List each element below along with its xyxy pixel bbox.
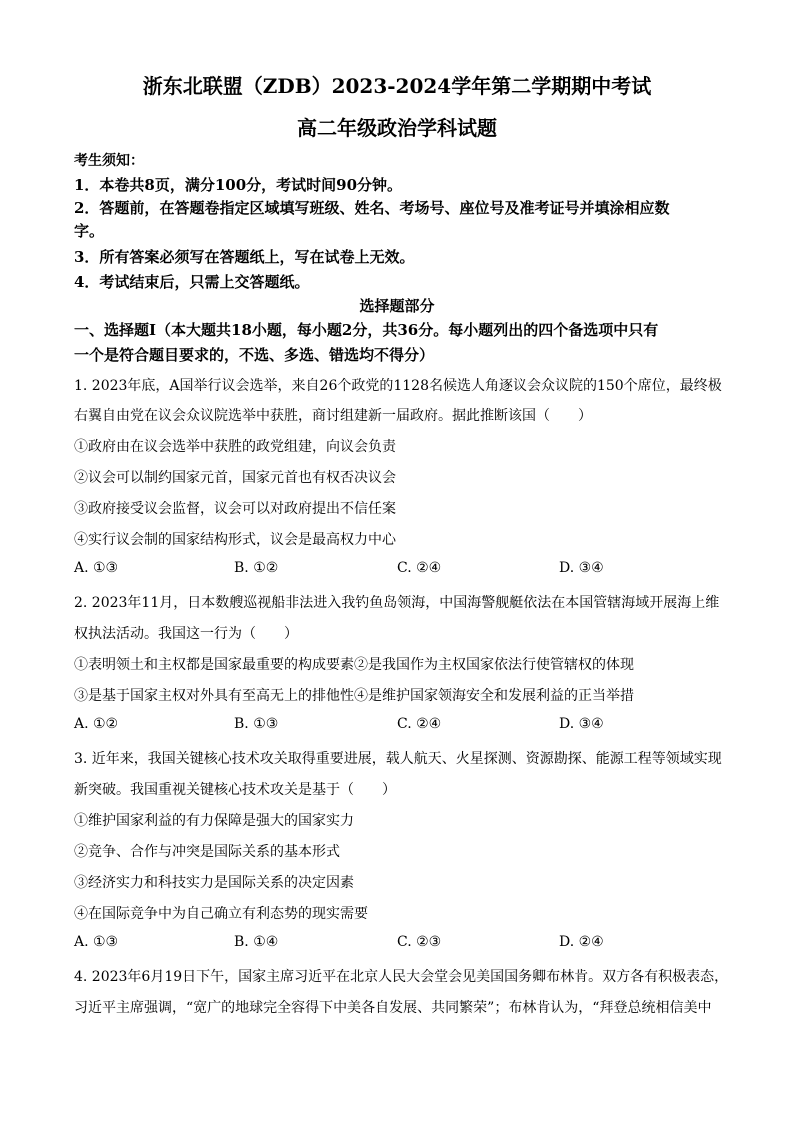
question-stem: 右翼自由党在议会众议院选举中获胜，商讨组建新一届政府。据此推断该国（ ）: [74, 408, 592, 424]
question-statement: ①维护国家利益的有力保障是强大的国家实力: [74, 813, 354, 829]
question-stem: 3. 近年来，我国关键核心技术攻关取得重要进展，载人航天、火星探测、资源勘探、能源工程等领域实现: [74, 751, 722, 767]
option-c: C. ②③: [397, 934, 442, 950]
question-statement: ③经济实力和科技实力是国际关系的决定因素: [74, 875, 354, 891]
notice-heading: 考生须知：: [74, 153, 144, 169]
question-stem: 1. 2023年底，A国举行议会选举，来自26个政党的1128名候选人角逐议会众议院的150个席位，最终极: [74, 378, 722, 394]
option-a: A. ①②: [74, 716, 119, 732]
option-c: C. ②④: [397, 716, 442, 732]
question-stem: 新突破。我国重视关键核心技术攻关是基于（ ）: [74, 782, 396, 798]
question-statement: ④实行议会制的国家结构形式，议会是最高权力中心: [74, 532, 396, 548]
notice-item: 1．本卷共8页，满分100分，考试时间90分钟。: [74, 176, 403, 194]
notice-item: 2．答题前，在答题卷指定区域填写班级、姓名、考场号、座位号及准考证号并填涂相应数: [74, 199, 670, 217]
question-statement: ③政府接受议会监督，议会可以对政府提出不信任案: [74, 501, 396, 517]
section-title: 选择题部分: [359, 297, 435, 315]
option-a: A. ①③: [74, 560, 119, 576]
option-d: D. ③④: [559, 716, 604, 732]
option-c: C. ②④: [397, 560, 442, 576]
option-d: D. ②④: [559, 934, 604, 950]
notice-item: 3．所有答案必须写在答题纸上，写在试卷上无效。: [74, 248, 415, 266]
option-d: D. ③④: [559, 560, 604, 576]
question-statement: ②竞争、合作与冲突是国际关系的基本形式: [74, 844, 340, 860]
question-statement: ①表明领土和主权都是国家最重要的构成要素②是我国作为主权国家依法行使管辖权的体现: [74, 657, 634, 673]
option-a: A. ①③: [74, 934, 119, 950]
exam-subtitle: 高二年级政治学科试题: [297, 116, 497, 140]
option-b: B. ①③: [234, 716, 279, 732]
question-stem: 2. 2023年11月，日本数艘巡视船非法进入我钓鱼岛领海，中国海警舰艇依法在本国管辖海域开展海上维: [74, 595, 720, 611]
question-statement: ③是基于国家主权对外具有至高无上的排他性④是维护国家领海安全和发展利益的正当举措: [74, 688, 634, 704]
section-instruction: 一个是符合题目要求的，不选、多选、错选均不得分）: [74, 346, 435, 364]
question-statement: ①政府由在议会选举中获胜的政党组建，向议会负责: [74, 439, 396, 455]
section-instruction: 一、选择题Ⅰ（本大题共18小题，每小题2分，共36分。每小题列出的四个备选项中只有: [74, 321, 659, 339]
question-stem: 4. 2023年6月19日下午，国家主席习近平在北京人民大会堂会见美国国务卿布林肯。双方各有积极表态，: [74, 969, 729, 985]
exam-title: 浙东北联盟（ZDB）2023-2024学年第二学期期中考试: [142, 74, 652, 98]
question-stem: 权执法活动。我国这一行为（ ）: [74, 626, 298, 642]
notice-item: 4．考试结束后，只需上交答题纸。: [74, 273, 310, 291]
question-stem: 习近平主席强调，“宽广的地球完全容得下中美各自发展、共同繁荣”；布林肯认为，“拜登总统相信美中: [74, 1000, 712, 1016]
question-statement: ④在国际竞争中为自己确立有利态势的现实需要: [74, 906, 368, 922]
option-b: B. ①②: [234, 560, 279, 576]
option-b: B. ①④: [234, 934, 279, 950]
notice-item: 字。: [74, 222, 105, 240]
question-statement: ②议会可以制约国家元首，国家元首也有权否决议会: [74, 470, 396, 486]
